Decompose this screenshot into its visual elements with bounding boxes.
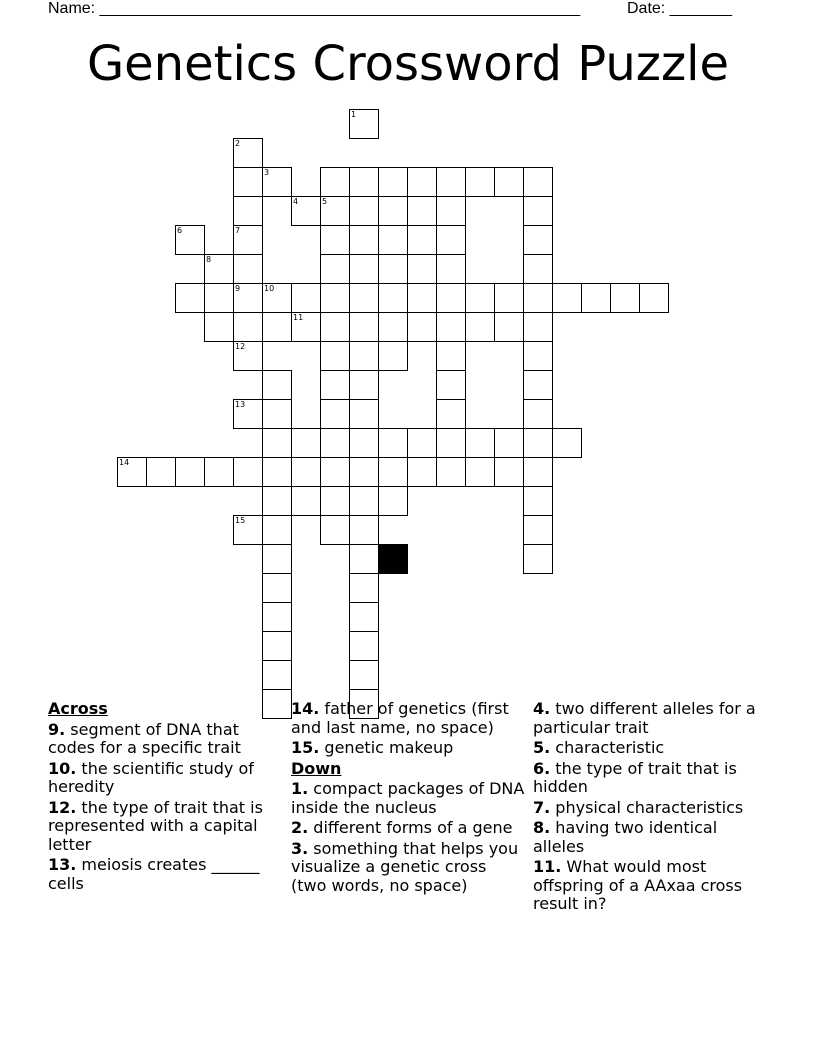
crossword-cell[interactable] (175, 283, 205, 313)
crossword-cell[interactable] (436, 225, 466, 255)
crossword-cell[interactable] (291, 486, 321, 516)
crossword-cell[interactable] (523, 544, 553, 574)
crossword-cell[interactable] (320, 428, 350, 458)
clue-number-label: 11 (293, 313, 304, 322)
clue-across-10 (48, 760, 273, 797)
clue-column-3 (533, 700, 763, 916)
crossword-cell[interactable] (262, 457, 292, 487)
crossword-cell[interactable] (233, 312, 263, 342)
clue-number: 12. (48, 797, 77, 817)
crossword-cell[interactable] (378, 428, 408, 458)
crossword-cell[interactable] (523, 167, 553, 197)
clue-number-label: 13 (235, 400, 246, 409)
crossword-cell[interactable] (523, 457, 553, 487)
clue-across-15 (291, 739, 526, 758)
crossword-cell[interactable] (436, 167, 466, 197)
crossword-cell[interactable] (349, 225, 379, 255)
clue-number: 11. (533, 857, 562, 876)
clue-number: 13. (48, 855, 77, 874)
crossword-cell[interactable] (349, 399, 379, 429)
crossword-cell[interactable] (262, 399, 292, 429)
clue-text: the scientific study of heredity (48, 758, 254, 796)
clue-text: having two identical alleles (533, 818, 718, 856)
crossword-cell[interactable] (436, 341, 466, 371)
crossword-cell[interactable] (494, 457, 524, 487)
clue-text: two different alleles for a particular trait (533, 699, 756, 737)
crossword-cell[interactable] (262, 312, 292, 342)
crossword-cell[interactable] (465, 312, 495, 342)
crossword-cell[interactable] (204, 254, 234, 284)
crossword-cell[interactable] (320, 196, 350, 226)
crossword-cell[interactable] (349, 428, 379, 458)
crossword-cell[interactable] (407, 167, 437, 197)
crossword-cell[interactable] (494, 283, 524, 313)
crossword-cell[interactable] (436, 196, 466, 226)
crossword-cell[interactable] (262, 370, 292, 400)
crossword-cell[interactable] (262, 283, 292, 313)
crossword-cell[interactable] (262, 631, 292, 661)
crossword-cell[interactable] (320, 312, 350, 342)
crossword-cell[interactable] (523, 283, 553, 313)
crossword-cell[interactable] (233, 341, 263, 371)
clue-number-label: 12 (235, 342, 246, 351)
clue-number-label: 8 (206, 255, 212, 264)
crossword-cell[interactable] (552, 428, 582, 458)
crossword-cell[interactable] (349, 486, 379, 516)
crossword-cell[interactable] (378, 225, 408, 255)
crossword-cell[interactable] (378, 254, 408, 284)
crossword-cell[interactable] (465, 428, 495, 458)
crossword-cell[interactable] (349, 109, 379, 139)
clue-text: physical characteristics (550, 797, 744, 817)
clue-number-label: 2 (235, 139, 241, 148)
crossword-cell[interactable] (262, 602, 292, 632)
clue-number: 14. (291, 699, 320, 718)
crossword-cell[interactable] (291, 283, 321, 313)
clue-text: segment of DNA that codes for a specific trait (48, 719, 241, 757)
crossword-cell[interactable] (262, 515, 292, 545)
clue-text: different forms of a gene (308, 818, 513, 837)
crossword-cell[interactable] (117, 457, 147, 487)
crossword-cell[interactable] (320, 486, 350, 516)
clue-down-11 (533, 858, 763, 914)
crossword-cell[interactable] (320, 254, 350, 284)
clue-number: 15. (291, 738, 320, 757)
crossword-cell[interactable] (233, 167, 263, 197)
crossword-cell[interactable] (436, 283, 466, 313)
across-heading: Across (48, 699, 108, 718)
crossword-cell[interactable] (378, 167, 408, 197)
crossword-cell[interactable] (262, 573, 292, 603)
crossword-cell[interactable] (378, 312, 408, 342)
crossword-cell[interactable] (291, 196, 321, 226)
crossword-cell[interactable] (233, 225, 263, 255)
crossword-cell[interactable] (407, 457, 437, 487)
crossword-cell[interactable] (349, 167, 379, 197)
crossword-cell[interactable] (523, 225, 553, 255)
clue-across-9 (48, 721, 273, 758)
crossword-cell[interactable] (552, 283, 582, 313)
crossword-cell[interactable] (523, 370, 553, 400)
crossword-cell[interactable] (465, 457, 495, 487)
crossword-cell[interactable] (262, 544, 292, 574)
clue-down-8 (533, 819, 763, 856)
crossword-cell[interactable] (204, 283, 234, 313)
clue-down-2 (291, 819, 526, 838)
clue-column-1 (48, 700, 273, 895)
crossword-cell[interactable] (320, 399, 350, 429)
crossword-cell[interactable] (349, 515, 379, 545)
clue-text: genetic makeup (319, 738, 454, 757)
name-field[interactable]: Name: ______________________________________________________ (48, 0, 581, 17)
crossword-cell[interactable] (349, 254, 379, 284)
crossword-cell[interactable] (349, 602, 379, 632)
crossword-cell[interactable] (378, 341, 408, 371)
clue-text: compact packages of DNA inside the nucleus (291, 779, 525, 817)
crossword-cell[interactable] (349, 544, 379, 574)
clue-number-label: 4 (293, 197, 299, 206)
clue-text: meiosis creates ______ cells (48, 855, 260, 893)
crossword-cell[interactable] (320, 225, 350, 255)
crossword-cell[interactable] (378, 486, 408, 516)
crossword-cell[interactable] (407, 283, 437, 313)
crossword-cell[interactable] (523, 196, 553, 226)
crossword-cell[interactable] (291, 457, 321, 487)
clue-number: 4. (533, 699, 551, 718)
crossword-cell[interactable] (349, 631, 379, 661)
crossword-cell[interactable] (436, 428, 466, 458)
crossword-cell[interactable] (523, 399, 553, 429)
crossword-cell[interactable] (349, 283, 379, 313)
crossword-cell[interactable] (233, 196, 263, 226)
crossword-cell[interactable] (233, 457, 263, 487)
crossword-cell[interactable] (262, 660, 292, 690)
crossword-cell[interactable] (262, 167, 292, 197)
crossword-cell[interactable] (465, 167, 495, 197)
crossword-cell[interactable] (262, 486, 292, 516)
crossword-cell[interactable] (320, 515, 350, 545)
crossword-cell[interactable] (233, 515, 263, 545)
crossword-cell[interactable] (494, 167, 524, 197)
date-field[interactable]: Date: _______ (627, 0, 732, 17)
clue-down-4 (533, 700, 763, 737)
crossword-cell[interactable] (349, 312, 379, 342)
crossword-cell[interactable] (407, 428, 437, 458)
crossword-cell[interactable] (349, 573, 379, 603)
clue-number: 7. (533, 797, 551, 817)
clue-across-14 (291, 700, 526, 737)
crossword-cell[interactable] (262, 428, 292, 458)
clue-number: 5. (533, 738, 551, 757)
crossword-cell[interactable] (436, 399, 466, 429)
clue-number-label: 7 (235, 226, 241, 235)
crossword-cell[interactable] (146, 457, 176, 487)
page-title: Genetics Crossword Puzzle (86, 36, 730, 92)
clue-text: What would most offspring of a AAxaa cross result in? (533, 857, 743, 913)
clue-number: 2. (291, 818, 309, 837)
crossword-cell[interactable] (204, 457, 234, 487)
crossword-cell[interactable] (349, 341, 379, 371)
crossword-cell[interactable] (523, 341, 553, 371)
crossword-cell[interactable] (378, 457, 408, 487)
clue-number-label: 6 (177, 226, 183, 235)
crossword-cell[interactable] (233, 399, 263, 429)
clue-column-2 (291, 700, 526, 897)
crossword-cell[interactable] (407, 225, 437, 255)
clue-number-label: 3 (264, 168, 270, 177)
clue-down-6 (533, 760, 763, 797)
clue-number-label: 5 (322, 197, 328, 206)
crossword-cell[interactable] (233, 138, 263, 168)
clue-number: 10. (48, 758, 77, 778)
crossword-cell[interactable] (204, 312, 234, 342)
crossword-cell[interactable] (320, 370, 350, 400)
crossword-cell[interactable] (407, 254, 437, 284)
clue-number: 9. (48, 719, 66, 739)
crossword-cell[interactable] (581, 283, 611, 313)
crossword-cell[interactable] (175, 225, 205, 255)
crossword-cell[interactable] (320, 283, 350, 313)
clue-across-12 (48, 799, 273, 855)
crossword-cell[interactable] (320, 341, 350, 371)
crossword-cell[interactable] (349, 660, 379, 690)
clue-number-label: 10 (264, 284, 275, 293)
crossword-cell[interactable] (494, 428, 524, 458)
crossword-cell[interactable] (436, 254, 466, 284)
crossword-cell[interactable] (233, 254, 263, 284)
crossword-cell[interactable] (291, 428, 321, 458)
down-heading: Down (291, 758, 342, 778)
crossword-cell[interactable] (639, 283, 669, 313)
crossword-cell[interactable] (349, 457, 379, 487)
clue-across-13 (48, 856, 273, 893)
crossword-blocked-cell (378, 544, 408, 574)
crossword-cell[interactable] (175, 457, 205, 487)
clue-number: 8. (533, 818, 551, 837)
crossword-cell[interactable] (494, 312, 524, 342)
crossword-cell[interactable] (320, 457, 350, 487)
clue-down-3 (291, 840, 526, 896)
crossword-cell[interactable] (465, 283, 495, 313)
clue-down-1 (291, 780, 526, 817)
clue-down-7 (533, 799, 763, 818)
clue-text: the type of trait that is hidden (533, 758, 737, 796)
clue-number: 1. (291, 779, 309, 798)
crossword-cell[interactable] (523, 254, 553, 284)
crossword-cell[interactable] (523, 312, 553, 342)
crossword-cell[interactable] (320, 167, 350, 197)
clue-text: father of genetics (first and last name, no space) (291, 699, 509, 737)
clue-text: characteristic (550, 738, 665, 757)
crossword-cell[interactable] (378, 196, 408, 226)
clue-text: something that helps you visualize a genetic cross (two words, no space) (291, 838, 519, 895)
clue-number-label: 15 (235, 516, 246, 525)
crossword-cell[interactable] (523, 428, 553, 458)
clue-number-label: 14 (119, 458, 130, 467)
crossword-cell[interactable] (610, 283, 640, 313)
clue-number-label: 9 (235, 284, 241, 293)
crossword-cell[interactable] (436, 312, 466, 342)
crossword-cell[interactable] (436, 457, 466, 487)
crossword-cell[interactable] (291, 312, 321, 342)
clue-number: 6. (533, 758, 551, 778)
crossword-cell[interactable] (349, 370, 379, 400)
crossword-cell[interactable] (233, 283, 263, 313)
crossword-cell[interactable] (523, 515, 553, 545)
crossword-cell[interactable] (523, 486, 553, 516)
crossword-cell[interactable] (378, 283, 408, 313)
crossword-cell[interactable] (407, 312, 437, 342)
clue-text: the type of trait that is represented with a capital letter (48, 797, 263, 854)
clue-number: 3. (291, 838, 309, 858)
clue-number-label: 1 (351, 110, 357, 119)
clue-down-5 (533, 739, 763, 758)
crossword-cell[interactable] (436, 370, 466, 400)
